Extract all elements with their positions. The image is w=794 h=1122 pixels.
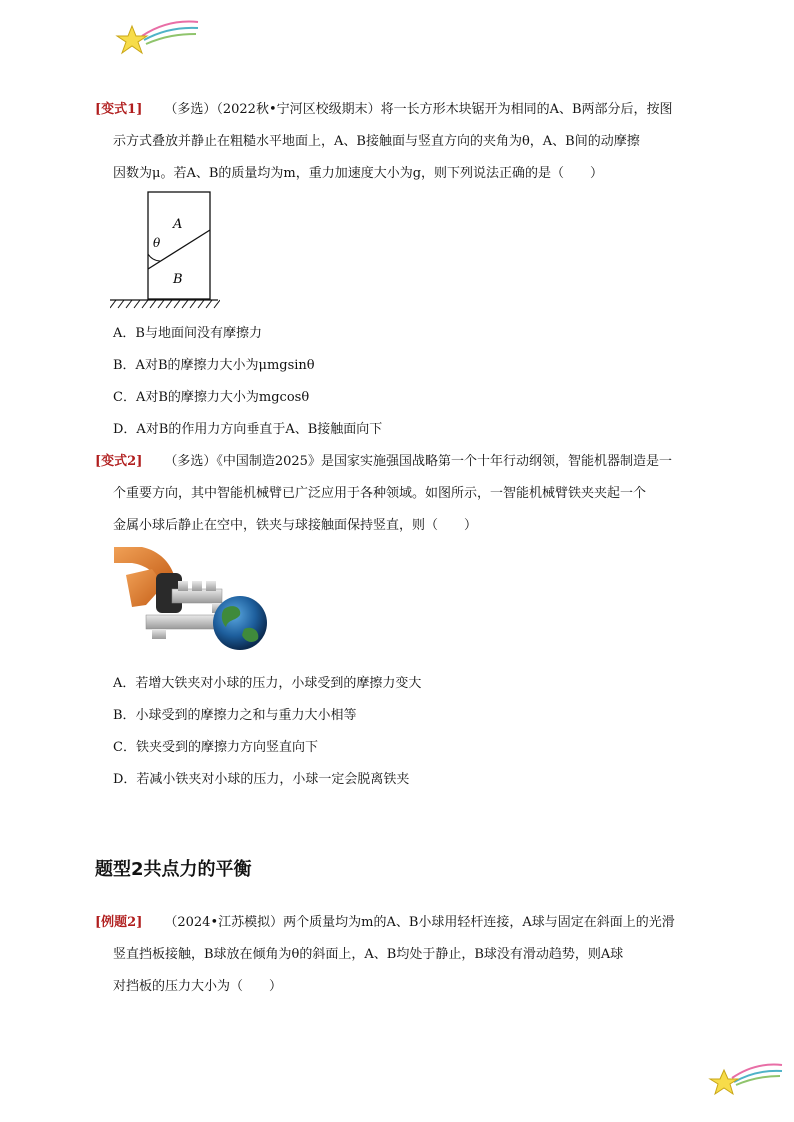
block-diagram bbox=[110, 190, 220, 318]
question-liti2-line3: 对挡板的压力大小为（ ） bbox=[113, 979, 283, 994]
label-a: A bbox=[173, 217, 183, 232]
question-tag: [例题2] bbox=[95, 915, 143, 930]
option-b: B．小球受到的摩擦力之和与重力大小相等 bbox=[113, 708, 357, 723]
question-tag: [变式1] bbox=[95, 102, 143, 117]
question-text: （2024•江苏模拟）两个质量均为m的A、B小球用轻杆连接，A球与固定在斜面上的光滑 bbox=[164, 915, 675, 930]
option-a: A．若增大铁夹对小球的压力，小球受到的摩擦力变大 bbox=[113, 676, 422, 691]
question-bianshi2-line3: 金属小球后静止在空中，铁夹与球接触面保持竖直，则（ ） bbox=[113, 518, 478, 533]
question-bianshi2-line2: 个重要方向，其中智能机械臂已广泛应用于各种领域。如图所示，一智能机械臂铁夹夹起一个 bbox=[113, 486, 647, 501]
question-bianshi1-line1 bbox=[95, 101, 673, 119]
option-c: C．铁夹受到的摩擦力方向竖直向下 bbox=[113, 740, 318, 755]
question-bianshi1-line2: 示方式叠放并静止在粗糙水平地面上，A、B接触面与竖直方向的夹角为θ，A、B间的动摩擦 bbox=[113, 134, 640, 149]
shooting-star-icon bbox=[112, 14, 202, 60]
robot-arm-image bbox=[112, 545, 272, 660]
question-liti2-line1 bbox=[95, 914, 675, 932]
option-c: C．A对B的摩擦力大小为mgcosθ bbox=[113, 390, 310, 405]
option-a: A．B与地面间没有摩擦力 bbox=[113, 326, 262, 341]
question-text: （多选）《中国制造2025》是国家实施强国战略第一个十年行动纲领，智能机器制造是一 bbox=[164, 454, 672, 469]
label-b: B bbox=[173, 272, 183, 287]
section-heading: 题型2共点力的平衡 bbox=[95, 859, 252, 880]
question-tag: [变式2] bbox=[95, 454, 143, 469]
option-b: B．A对B的摩擦力大小为μmgsinθ bbox=[113, 358, 315, 373]
option-d: D．若减小铁夹对小球的压力，小球一定会脱离铁夹 bbox=[113, 772, 410, 787]
question-liti2-line2: 竖直挡板接触，B球放在倾角为θ的斜面上，A、B均处于静止，B球没有滑动趋势，则A球 bbox=[113, 947, 624, 962]
option-d: D．A对B的作用力方向垂直于A、B接触面向下 bbox=[113, 422, 383, 437]
label-theta: θ bbox=[153, 236, 161, 250]
question-bianshi1-line3: 因数为μ。若A、B的质量均为m，重力加速度大小为g，则下列说法正确的是（ ） bbox=[113, 166, 604, 181]
question-text: （多选）（2022秋•宁河区校级期末）将一长方形木块锯开为相同的A、B两部分后，按图 bbox=[164, 102, 673, 117]
shooting-star-icon bbox=[706, 1058, 786, 1098]
question-bianshi2-line1 bbox=[95, 453, 672, 471]
